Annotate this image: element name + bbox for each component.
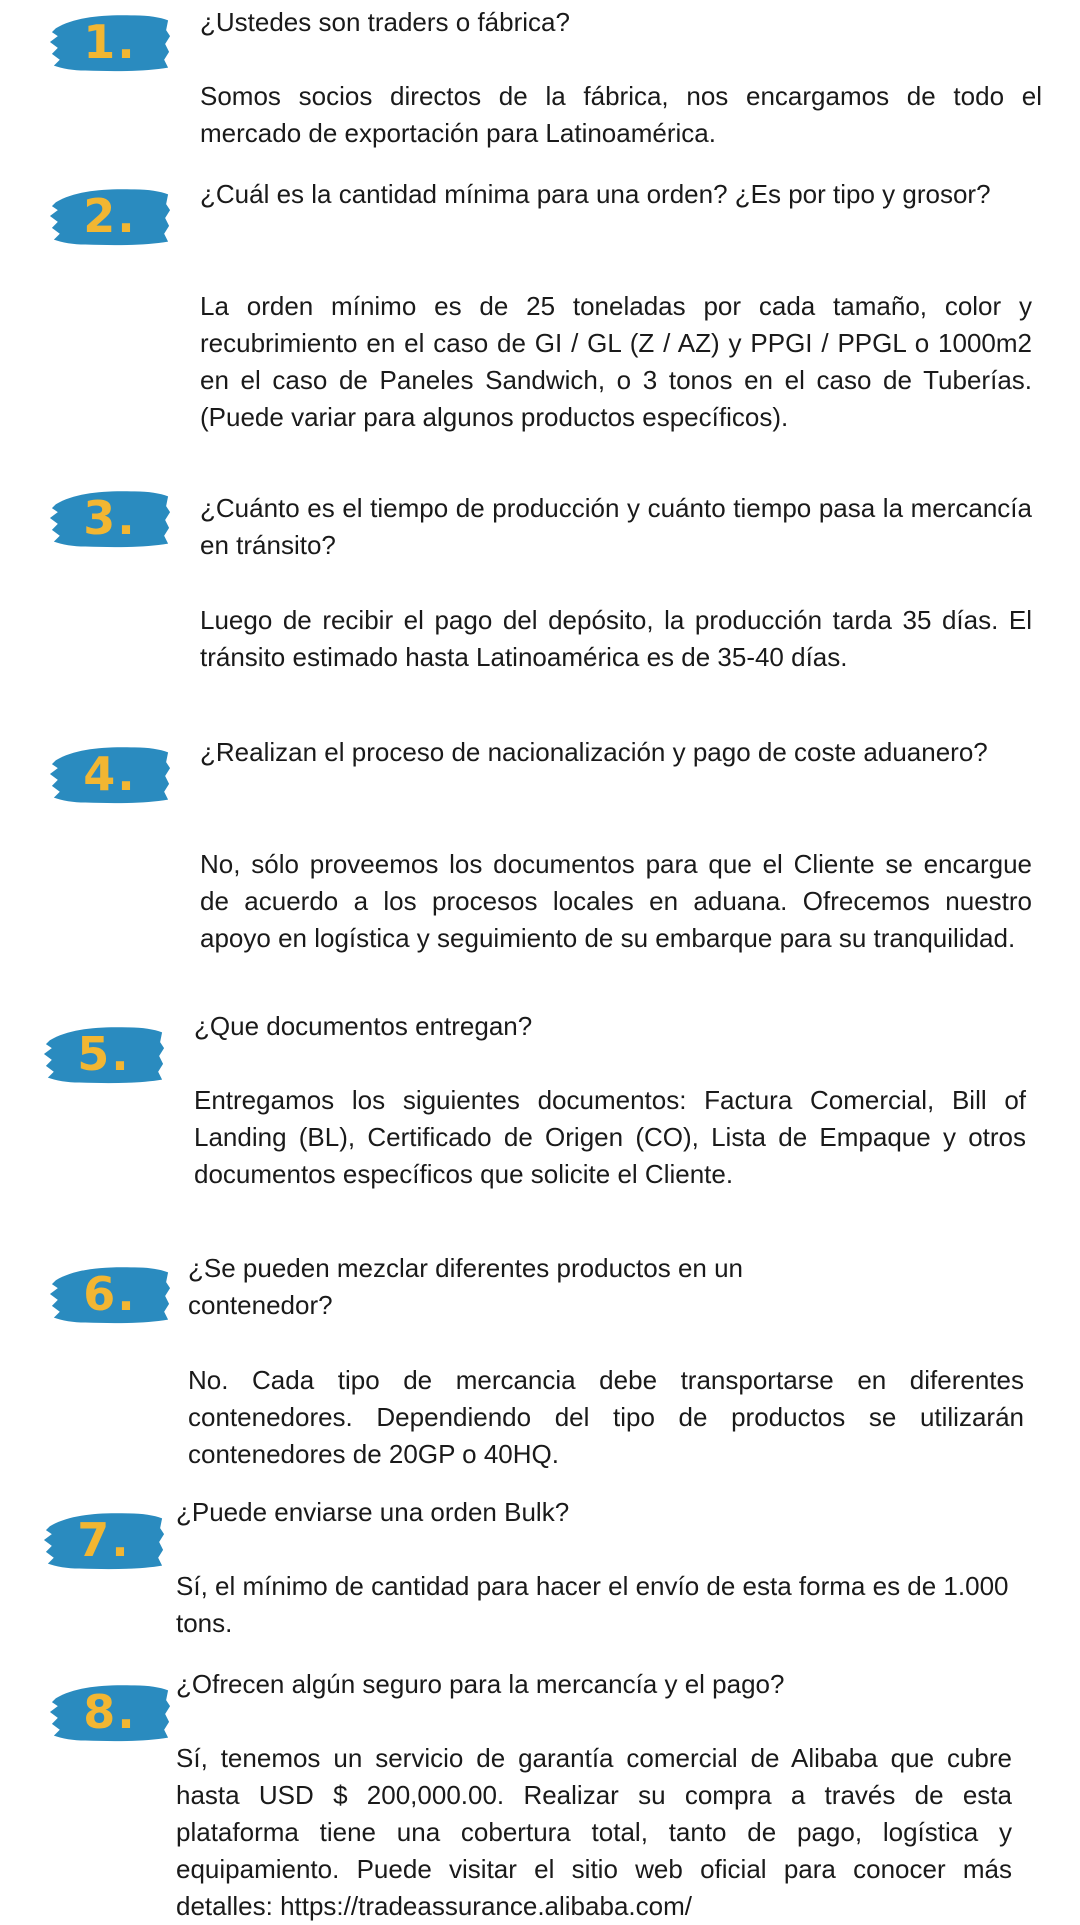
number-badge — [40, 1504, 168, 1576]
faq-question: ¿Realizan el proceso de nacionalización y pago de coste aduanero? — [200, 737, 988, 767]
number-badge — [40, 1018, 168, 1090]
number-badge — [46, 180, 174, 252]
badge-number: 3. — [83, 491, 137, 545]
faq-answer: Somos socios directos de la fábrica, nos encargamos de todo el mercado de exportación para Latinoamérica. — [200, 81, 1042, 148]
number-badge — [46, 738, 174, 810]
faq-question: ¿Se pueden mezclar diferentes productos en un contenedor? — [188, 1253, 744, 1320]
faq-answer: Sí, el mínimo de cantidad para hacer el envío de esta forma es de 1.000 tons. — [176, 1571, 1009, 1638]
faq-question: ¿Ustedes son traders o fábrica? — [200, 7, 570, 37]
faq-answer: Entregamos los siguientes documentos: Factura Comercial, Bill of Landing (BL), Certificado de Origen (CO), Lista de Empaque y otros documentos específicos que solicite el Cliente. — [194, 1085, 1026, 1189]
badge-number: 8. — [83, 1685, 137, 1739]
number-badge — [46, 6, 174, 78]
badge-number: 2. — [83, 189, 137, 243]
faq-answer: No. Cada tipo de mercancia debe transportarse en diferentes contenedores. Dependiendo del tipo de productos se utilizarán contenedores de 20GP o 40HQ. — [188, 1365, 1024, 1469]
faq-question: ¿Ofrecen algún seguro para la mercancía y el pago? — [176, 1669, 785, 1699]
faq-question: ¿Cuál es la cantidad mínima para una orden? ¿Es por tipo y grosor? — [200, 179, 991, 209]
number-badge — [46, 482, 174, 554]
faq-question: ¿Puede enviarse una orden Bulk? — [176, 1497, 570, 1527]
faq-answer: Luego de recibir el pago del depósito, la producción tarda 35 días. El tránsito estimado hasta Latinoamérica es de 35-40 días. — [200, 605, 1032, 672]
faq-question: ¿Cuánto es el tiempo de producción y cuánto tiempo pasa la mercancía en tránsito? — [200, 493, 1032, 560]
faq-question: ¿Que documentos entregan? — [194, 1011, 533, 1041]
number-badge — [46, 1258, 174, 1330]
badge-number: 7. — [77, 1513, 131, 1567]
faq-answer: La orden mínimo es de 25 toneladas por cada tamaño, color y recubrimiento en el caso de GI / GL (Z / AZ) y PPGI / PPGL o 1000m2 en el caso de Paneles Sandwich, o 3 tonos en el caso de Tuberías. (Puede variar para algunos productos específicos). — [200, 291, 1032, 432]
faq-answer: No, sólo proveemos los documentos para que el Cliente se encargue de acuerdo a los procesos locales en aduana. Ofrecemos nuestro apoyo en logística y seguimiento de su embarque para su tranquilidad. — [200, 849, 1032, 953]
faq-answer: Sí, tenemos un servicio de garantía comercial de Alibaba que cubre hasta USD $ 200,000.00. Realizar su compra a través de esta plataforma tiene una cobertura total, tanto de pago, logística y equipamiento. Puede visitar el sitio web oficial para conocer más detalles: https://tradeassurance.alibaba.com/ — [176, 1743, 1012, 1921]
badge-number: 6. — [83, 1267, 137, 1321]
badge-number: 1. — [83, 15, 137, 69]
badge-number: 4. — [83, 747, 137, 801]
badge-number: 5. — [77, 1027, 131, 1081]
number-badge — [46, 1676, 174, 1748]
